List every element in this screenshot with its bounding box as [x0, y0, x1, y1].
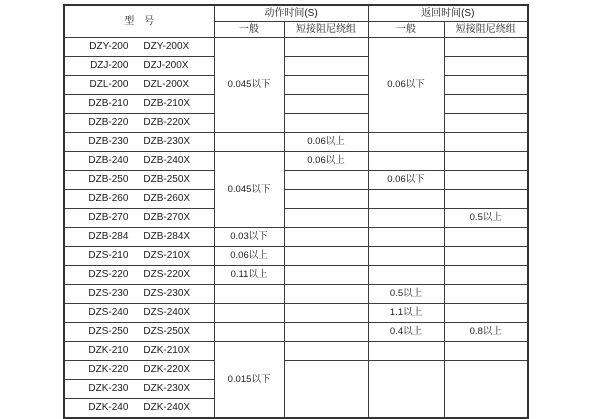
- model-cell: [64, 342, 214, 361]
- model-cell: [64, 190, 214, 209]
- model-pair: [65, 361, 214, 379]
- model-label: DZS-240: [88, 307, 129, 318]
- header-return-general: 一般: [368, 22, 444, 38]
- model-cell: [64, 209, 214, 228]
- table-row: [64, 285, 528, 304]
- value-cell: 0.06以上: [284, 152, 368, 171]
- header-model: 型 号: [64, 5, 214, 38]
- value-cell: [444, 38, 528, 57]
- model-pair: [65, 323, 214, 341]
- value-cell: [368, 228, 444, 247]
- value-cell: [368, 152, 444, 171]
- table-row: [64, 304, 528, 323]
- model-label: DZK-220X: [143, 364, 191, 375]
- model-cell: [64, 57, 214, 76]
- model-pair: [65, 209, 214, 227]
- table-row: [64, 114, 528, 133]
- table-row: [64, 171, 528, 190]
- table-row: [64, 95, 528, 114]
- value-cell: [284, 247, 368, 266]
- model-cell: [64, 133, 214, 152]
- model-cell: [64, 152, 214, 171]
- model-label: DZB-210X: [143, 98, 191, 109]
- header-action-damping: 短接阻尼绕组: [284, 22, 368, 38]
- value-cell: [444, 133, 528, 152]
- model-label: DZJ-200X: [143, 60, 189, 71]
- model-label: DZS-230X: [143, 288, 191, 299]
- model-cell: [64, 399, 214, 419]
- model-label: DZB-260X: [143, 193, 191, 204]
- value-cell: [444, 171, 528, 190]
- table-row: [64, 361, 528, 380]
- value-cell: [284, 190, 368, 209]
- value-cell: [284, 266, 368, 285]
- model-pair: [65, 76, 214, 94]
- model-label: DZS-250X: [143, 326, 191, 337]
- model-pair: [65, 190, 214, 208]
- header-action-general: 一般: [214, 22, 284, 38]
- value-cell: [444, 152, 528, 171]
- table-row: [64, 209, 528, 228]
- model-cell: [64, 114, 214, 133]
- value-cell: [284, 228, 368, 247]
- value-cell: 0.06以上: [214, 247, 284, 266]
- model-label: DZB-210: [88, 98, 129, 109]
- model-label: DZK-230X: [143, 383, 191, 394]
- model-label: DZK-210: [88, 345, 129, 356]
- value-cell: [284, 361, 368, 419]
- model-label: DZS-220X: [143, 269, 191, 280]
- value-cell: [444, 266, 528, 285]
- value-cell: 0.03以下: [214, 228, 284, 247]
- model-cell: [64, 171, 214, 190]
- value-cell: 0.5以上: [368, 285, 444, 304]
- model-label: DZK-230: [88, 383, 129, 394]
- model-label: DZB-250: [88, 174, 129, 185]
- value-cell: [284, 38, 368, 57]
- model-cell: [64, 380, 214, 399]
- value-cell: [284, 57, 368, 76]
- model-label: DZB-220X: [143, 117, 191, 128]
- value-cell: [444, 228, 528, 247]
- spec-table: [63, 4, 529, 419]
- header-return-time: 返回时间(S): [368, 5, 528, 22]
- table-row: [64, 247, 528, 266]
- value-cell: [444, 285, 528, 304]
- value-cell: [368, 266, 444, 285]
- model-label: DZB-240X: [143, 155, 191, 166]
- model-cell: [64, 285, 214, 304]
- table-row: [64, 266, 528, 285]
- model-pair: [65, 95, 214, 113]
- model-label: DZB-270X: [143, 212, 191, 223]
- value-cell: 0.11以上: [214, 266, 284, 285]
- model-cell: [64, 247, 214, 266]
- value-cell: 0.06以上: [284, 133, 368, 152]
- model-label: DZS-250: [88, 326, 129, 337]
- model-pair: [65, 266, 214, 284]
- table-row: [64, 133, 528, 152]
- value-cell: [284, 323, 368, 342]
- value-cell: [444, 76, 528, 95]
- table-row: [64, 323, 528, 342]
- value-cell: [444, 304, 528, 323]
- model-label: DZS-210X: [143, 250, 191, 261]
- model-pair: [65, 57, 214, 75]
- value-cell: [284, 304, 368, 323]
- model-label: DZK-220: [88, 364, 129, 375]
- model-pair: [65, 152, 214, 170]
- table-row: [64, 38, 528, 57]
- model-label: DZB-220: [88, 117, 129, 128]
- model-label: DZY-200X: [143, 41, 190, 52]
- value-cell: [284, 285, 368, 304]
- model-label: DZL-200X: [143, 79, 189, 90]
- value-cell: 0.045以下: [214, 152, 284, 228]
- value-cell: [444, 247, 528, 266]
- model-cell: [64, 76, 214, 95]
- model-label: DZS-220: [88, 269, 129, 280]
- value-cell: 0.045以下: [214, 38, 284, 133]
- value-cell: 0.4以上: [368, 323, 444, 342]
- value-cell: [284, 95, 368, 114]
- model-label: DZB-284X: [143, 231, 191, 242]
- value-cell: 1.1以上: [368, 304, 444, 323]
- value-cell: [284, 209, 368, 228]
- table-body: [64, 38, 528, 419]
- value-cell: 0.8以上: [444, 323, 528, 342]
- value-cell: [284, 76, 368, 95]
- model-pair: [65, 171, 214, 189]
- value-cell: [444, 114, 528, 133]
- value-cell: [368, 361, 444, 419]
- model-label: DZB-260: [88, 193, 129, 204]
- value-cell: [444, 57, 528, 76]
- model-pair: [65, 133, 214, 151]
- model-pair: [65, 380, 214, 398]
- value-cell: [214, 285, 284, 304]
- value-cell: 0.015以下: [214, 342, 284, 419]
- model-label: DZS-210: [88, 250, 129, 261]
- table-row: [64, 76, 528, 95]
- model-pair: [65, 114, 214, 132]
- model-label: DZK-210X: [143, 345, 191, 356]
- table-row: [64, 190, 528, 209]
- value-cell: [444, 95, 528, 114]
- model-pair: [65, 285, 214, 303]
- model-label: DZK-240: [88, 402, 129, 413]
- model-label: DZL-200: [89, 79, 129, 90]
- table-header: [64, 5, 528, 38]
- model-label: DZB-230: [88, 136, 129, 147]
- model-pair: [65, 247, 214, 265]
- value-cell: [368, 342, 444, 361]
- value-cell: [444, 190, 528, 209]
- value-cell: 0.5以上: [444, 209, 528, 228]
- model-pair: [65, 38, 214, 56]
- table-row: [64, 342, 528, 361]
- header-row-1: [64, 5, 528, 22]
- header-action-time: 动作时间(S): [214, 5, 368, 22]
- value-cell: [368, 133, 444, 152]
- model-label: DZS-240X: [143, 307, 191, 318]
- model-cell: [64, 38, 214, 57]
- value-cell: [368, 247, 444, 266]
- header-return-damping: 短接阻尼绕组: [444, 22, 528, 38]
- table-row: [64, 228, 528, 247]
- value-cell: 0.06以下: [368, 38, 444, 133]
- model-label: DZB-250X: [143, 174, 191, 185]
- model-label: DZB-284: [88, 231, 129, 242]
- model-label: DZS-230: [88, 288, 129, 299]
- table-row: [64, 57, 528, 76]
- model-label: DZB-240: [88, 155, 129, 166]
- model-cell: [64, 304, 214, 323]
- value-cell: [444, 361, 528, 419]
- value-cell: [444, 342, 528, 361]
- model-cell: [64, 95, 214, 114]
- spec-table-container: [63, 4, 529, 419]
- model-label: DZJ-200: [90, 60, 129, 71]
- model-cell: [64, 323, 214, 342]
- value-cell: [214, 304, 284, 323]
- model-label: DZY-200: [89, 41, 129, 52]
- value-cell: [284, 171, 368, 190]
- model-pair: [65, 304, 214, 322]
- model-cell: [64, 266, 214, 285]
- value-cell: 0.06以下: [368, 171, 444, 190]
- model-pair: [65, 342, 214, 360]
- model-pair: [65, 399, 214, 417]
- value-cell: [368, 209, 444, 228]
- value-cell: [214, 133, 284, 152]
- model-pair: [65, 228, 214, 246]
- model-cell: [64, 228, 214, 247]
- value-cell: [214, 323, 284, 342]
- value-cell: [368, 190, 444, 209]
- model-cell: [64, 361, 214, 380]
- value-cell: [284, 114, 368, 133]
- value-cell: [284, 342, 368, 361]
- model-label: DZB-270: [88, 212, 129, 223]
- model-label: DZB-230X: [143, 136, 191, 147]
- model-label: DZK-240X: [143, 402, 191, 413]
- table-row: [64, 152, 528, 171]
